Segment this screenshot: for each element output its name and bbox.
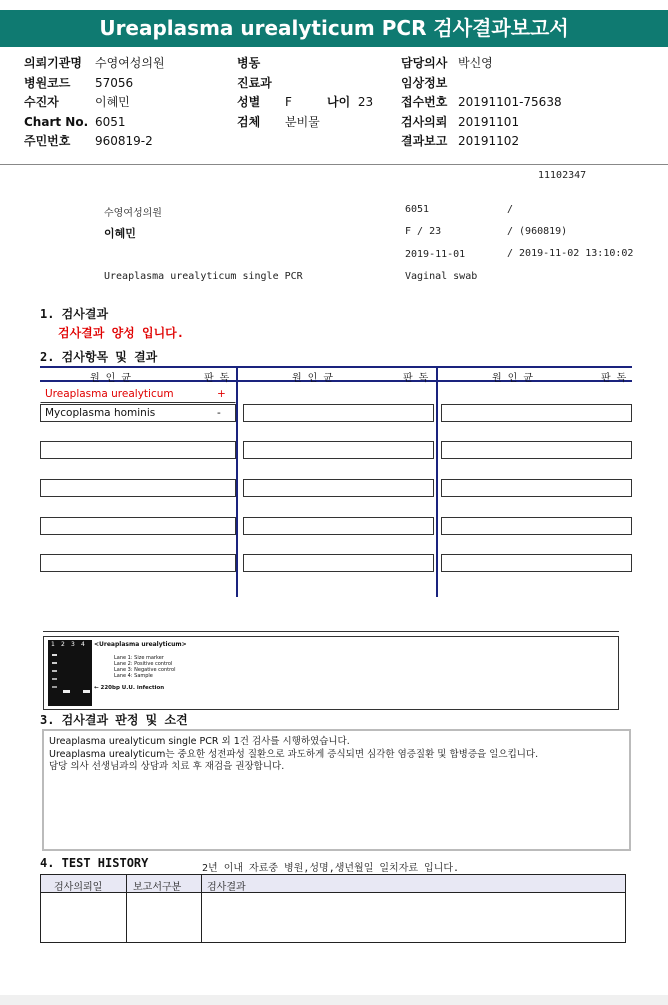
header-value: 20191102	[458, 134, 520, 148]
header-value: 수영여성의원	[95, 56, 165, 70]
col-organism-3: 원 인 균	[492, 373, 534, 384]
header-label: 병동	[237, 56, 261, 70]
section1-heading: 1. 검사결과	[40, 307, 109, 321]
gel-top-line	[43, 631, 619, 632]
header-label: 진료과	[237, 76, 272, 90]
section2-heading: 2. 검사항목 및 결과	[40, 350, 158, 364]
grid-divider-2	[436, 366, 438, 597]
gel-lane-label: 4	[81, 641, 85, 648]
info-date-received: 2019-11-01	[405, 249, 466, 260]
result-row-4	[40, 479, 236, 497]
organism-result-1: +	[217, 388, 226, 400]
result-row-c3-2	[441, 404, 632, 422]
result-row-3	[40, 441, 236, 459]
result-row-c3-4	[441, 479, 632, 497]
gel-panel	[43, 636, 619, 710]
info-birth: / (960819)	[507, 226, 568, 237]
header-label: 담당의사	[401, 56, 448, 70]
organism-result-2: -	[217, 407, 221, 419]
header-label: Chart No.	[24, 115, 89, 129]
info-clinic: 수영여성의원	[104, 208, 162, 219]
result-row-6	[40, 554, 236, 572]
result-row-c3-6	[441, 554, 632, 572]
header-label: 검사의뢰	[401, 115, 448, 129]
info-chart: 6051	[405, 204, 430, 215]
result-row-c2-4	[243, 479, 434, 497]
gel-image	[48, 640, 92, 706]
gel-band-label: ← 220bp U.U. infection	[94, 685, 165, 691]
header-value: 960819-2	[95, 134, 153, 148]
header-value: 분비물	[285, 115, 320, 129]
result-row-c2-5	[243, 517, 434, 535]
header-value: F	[285, 95, 292, 109]
result-row-2	[40, 404, 236, 422]
opinion-line: Ureaplasma urealyticum single PCR 외 1건 검사를 시행하였습니다.	[49, 736, 350, 747]
header-label: 의뢰기관명	[24, 56, 82, 70]
header-label: 주민번호	[24, 134, 71, 148]
result-row-c2-2	[243, 404, 434, 422]
grid-divider-1	[236, 366, 238, 597]
gel-legend-item: Lane 1: Size marker	[114, 655, 164, 661]
header-label: 수진자	[24, 95, 59, 109]
result-row-c3-3	[441, 441, 632, 459]
result-grid-header	[40, 366, 632, 382]
info-sex-age: F / 23	[405, 226, 442, 237]
gel-lane-label: 2	[61, 641, 65, 648]
header-label: 결과보고	[401, 134, 448, 148]
col-judgement-2: 판 독	[403, 373, 429, 384]
gel-legend	[114, 655, 176, 679]
report-title: Ureaplasma urealyticum PCR 검사결과보고서	[0, 10, 668, 47]
section3-heading: 3. 검사결과 판정 및 소견	[40, 713, 188, 727]
history-col-result: 검사결과	[207, 882, 246, 893]
organism-name-2: Mycoplasma hominis	[45, 407, 156, 419]
info-date-reported: / 2019-11-02 13:10:02	[507, 248, 634, 259]
col-organism-2: 원 인 균	[292, 373, 334, 384]
header-label: 성별	[237, 95, 261, 109]
opinion-box	[42, 729, 631, 851]
gel-lane-label: 1	[51, 641, 55, 648]
gel-lane-label: 3	[71, 641, 75, 648]
header-divider	[0, 164, 668, 165]
document-id: 11102347	[538, 170, 587, 181]
opinion-line: 담당 의사 선생님과의 상담과 치료 후 재검을 권장합니다.	[49, 761, 285, 772]
result-row-c2-6	[243, 554, 434, 572]
info-test-name: Ureaplasma urealyticum single PCR	[104, 271, 303, 282]
gel-legend-item: Lane 4: Sample	[114, 673, 153, 679]
header-label: 임상정보	[401, 76, 448, 90]
col-organism-1: 원 인 균	[90, 373, 132, 384]
header-label: 접수번호	[401, 95, 448, 109]
info-specimen: Vaginal swab	[405, 271, 478, 282]
header-label: 병원코드	[24, 76, 71, 90]
history-col-type: 보고서구분	[133, 882, 182, 893]
header-value: 20191101	[458, 115, 520, 129]
organism-name-1: Ureaplasma urealyticum	[45, 388, 174, 400]
header-value: 20191101-75638	[458, 95, 562, 109]
age-field: 나이 23	[327, 95, 374, 109]
header-value: 6051	[95, 115, 126, 129]
result-row-5	[40, 517, 236, 535]
history-header	[41, 875, 625, 893]
header-value: 박신영	[458, 56, 493, 70]
info-separator: /	[507, 204, 514, 215]
col-judgement-3: 판 독	[601, 373, 627, 384]
gel-legend-item: Lane 3: Negative control	[114, 667, 176, 673]
result-row-1	[40, 385, 236, 403]
result-row-c3-5	[441, 517, 632, 535]
history-table	[40, 874, 626, 943]
col-judgement-1: 판 독	[204, 373, 230, 384]
opinion-line: Ureaplasma urealyticum는 중요한 성전파성 질환으로 과도하게 증식되면 심각한 염증질환 및 합병증을 일으킵니다.	[49, 748, 539, 760]
header-value: 이혜민	[95, 95, 130, 109]
section4-note: 2년 이내 자료중 병원,성명,생년월일 일치자료 입니다.	[202, 863, 460, 874]
header-value: 57056	[95, 76, 134, 90]
section1-result: 검사결과 양성 입니다.	[58, 326, 185, 340]
header-label: 검체	[237, 115, 261, 129]
gel-legend-item: Lane 2: Positive control	[114, 661, 173, 667]
info-patient: 이혜민	[104, 227, 136, 240]
section4-heading: 4. TEST HISTORY	[40, 856, 149, 870]
gel-title: <Ureaplasma urealyticum>	[94, 641, 187, 648]
history-col-date: 검사의뢰일	[54, 882, 103, 893]
result-row-c2-3	[243, 441, 434, 459]
